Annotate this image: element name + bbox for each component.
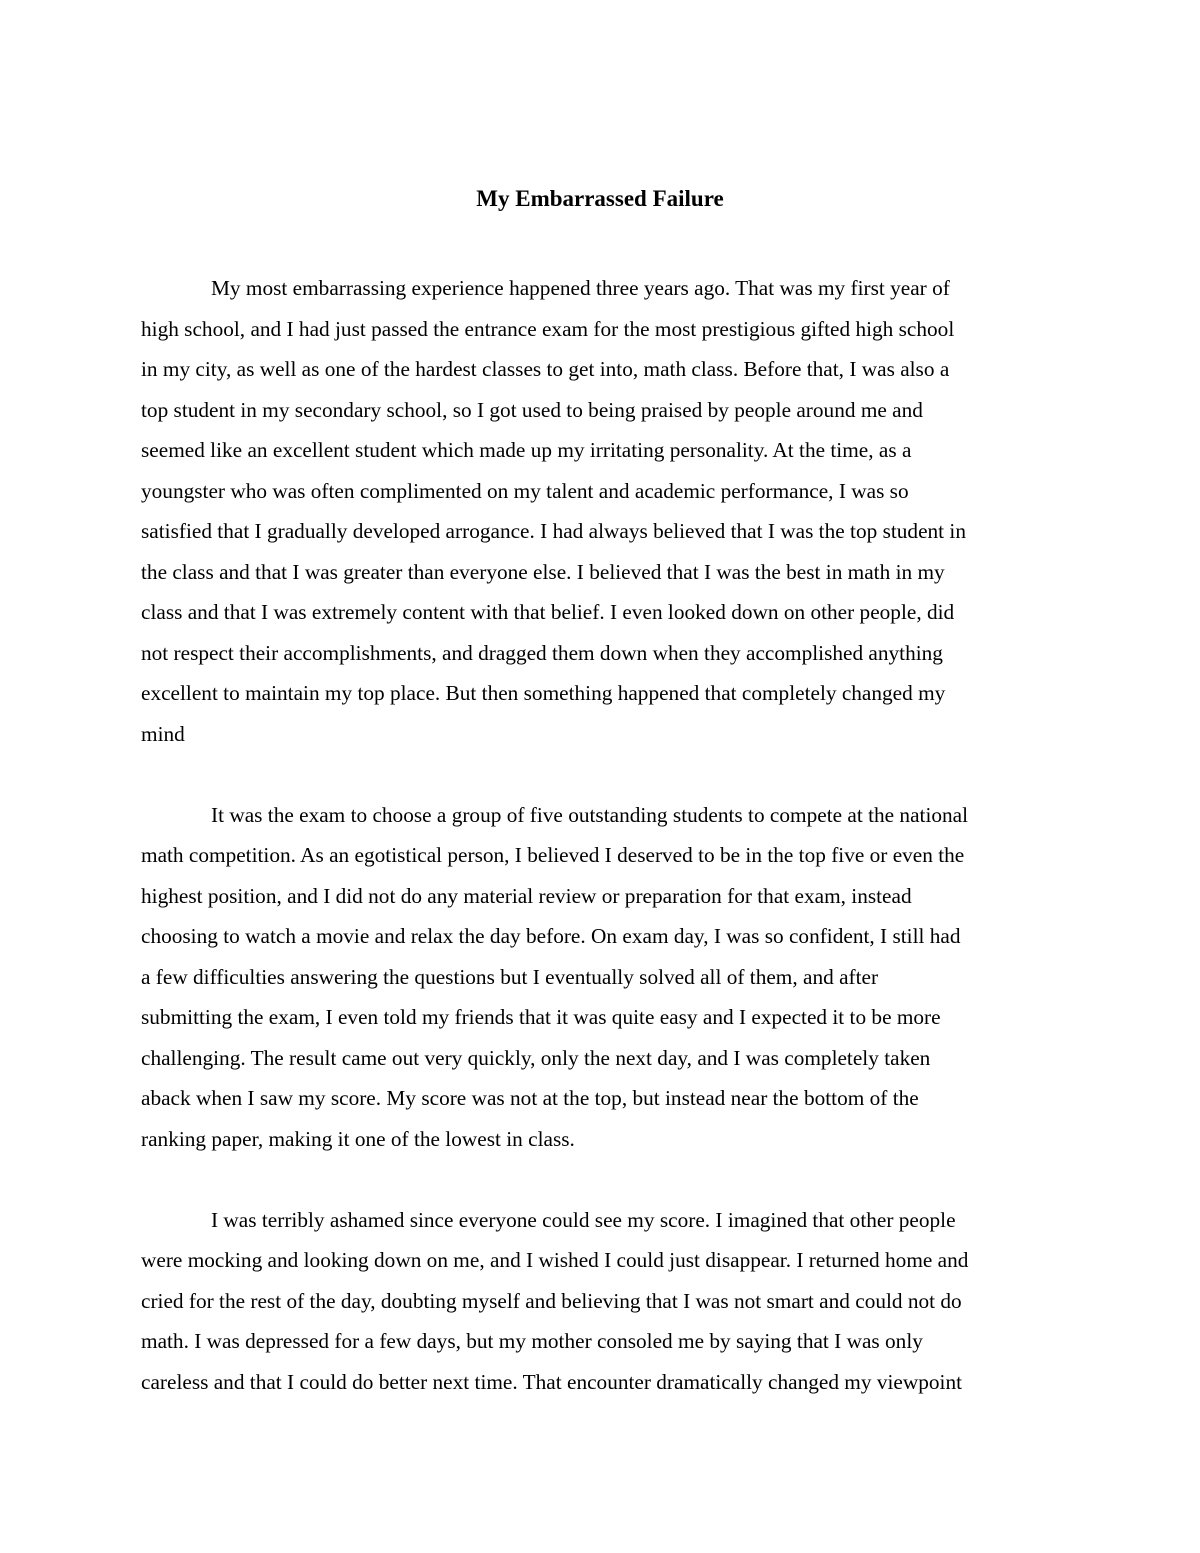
text-line: class and that I was extremely content with that belief. I even looked down on other people, did xyxy=(141,600,955,624)
document-title: My Embarrassed Failure xyxy=(476,186,724,211)
text-line: ranking paper, making it one of the lowest in class. xyxy=(141,1126,575,1151)
text-line: youngster who was often complimented on my talent and academic performance, I was so xyxy=(141,478,909,503)
text-line: math. I was depressed for a few days, but my mother consoled me by saying that I was only xyxy=(141,1329,923,1353)
text-line: top student in my secondary school, so I got used to being praised by people around me and xyxy=(141,397,923,422)
text-line: cried for the rest of the day, doubting myself and believing that I was not smart and could not do xyxy=(141,1288,962,1313)
paragraph-1 xyxy=(141,268,1071,754)
text-line: not respect their accomplishments, and dragged them down when they accomplished anything xyxy=(141,640,943,665)
text-line: highest position, and I did not do any material review or preparation for that exam, instead xyxy=(141,883,912,908)
document-body xyxy=(141,268,1071,1443)
text-line: in my city, as well as one of the hardest classes to get into, math class. Before that, I was also a xyxy=(141,357,950,381)
text-line: a few difficulties answering the questions but I eventually solved all of them, and after xyxy=(141,964,879,989)
text-line: My most embarrassing experience happened three years ago. That was my first year of xyxy=(211,276,950,300)
text-line: aback when I saw my score. My score was not at the top, but instead near the bottom of the xyxy=(141,1086,919,1110)
text-line: math competition. As an egotistical person, I believed I deserved to be in the top five or even the xyxy=(141,843,965,867)
text-line: submitting the exam, I even told my friends that it was quite easy and I expected it to be more xyxy=(141,1005,941,1029)
text-line: the class and that I was greater than everyone else. I believed that I was the best in math in my xyxy=(141,559,945,584)
text-line: choosing to watch a movie and relax the day before. On exam day, I was so confident, I still had xyxy=(141,924,961,948)
paragraph-3 xyxy=(141,1200,1071,1403)
text-line: satisfied that I gradually developed arrogance. I had always believed that I was the top student in xyxy=(141,519,966,543)
paragraph-2 xyxy=(141,795,1071,1160)
text-line: mind xyxy=(141,721,185,746)
text-line: It was the exam to choose a group of five outstanding students to compete at the national xyxy=(211,802,969,827)
text-line: were mocking and looking down on me, and I wished I could just disappear. I returned home and xyxy=(141,1248,969,1272)
text-line: I was terribly ashamed since everyone could see my score. I imagined that other people xyxy=(211,1207,956,1232)
text-line: seemed like an excellent student which made up my irritating personality. At the time, as a xyxy=(141,438,912,462)
text-line: excellent to maintain my top place. But then something happened that completely changed my xyxy=(141,681,946,705)
text-line: challenging. The result came out very quickly, only the next day, and I was completely taken xyxy=(141,1045,931,1070)
text-line: careless and that I could do better next time. That encounter dramatically changed my viewpoint xyxy=(141,1369,963,1394)
text-line: high school, and I had just passed the entrance exam for the most prestigious gifted high school xyxy=(141,316,955,341)
